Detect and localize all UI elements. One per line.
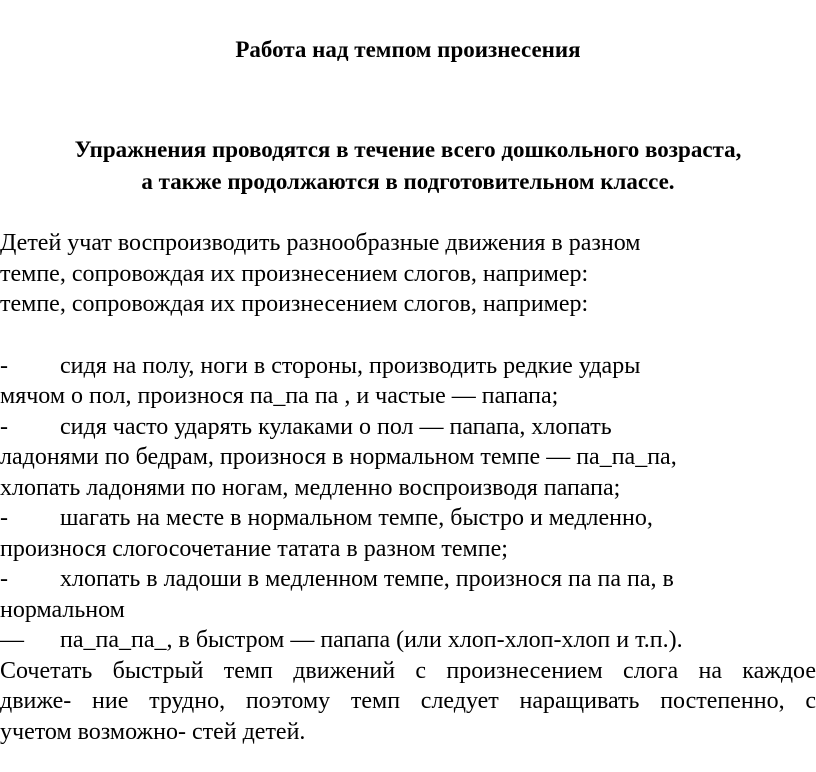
subtitle [0, 134, 816, 198]
list-item-1-text: сидя на полу, ноги в стороны, производить редкие удары [60, 352, 641, 379]
list-item-2-cont-2: хлопать ладонями по ногам, медленно воспроизводя папапа; [0, 474, 621, 501]
list-item-5 [0, 625, 816, 656]
list-marker: - [0, 352, 8, 379]
list-item-5-text: па_па_па_, в быстром — папапа (или хлоп-хлоп-хлоп и т.п.). [60, 627, 683, 653]
list-marker: - [0, 505, 8, 531]
closing-line-3: учетом возможно- стей детей. [0, 718, 306, 745]
list-item-1 [0, 351, 816, 382]
subtitle-line-1: Упражнения проводятся в течение всего дошкольного возраста, [74, 137, 742, 162]
list-marker: — [0, 627, 24, 653]
closing-line-2: движе- ние трудно, поэтому темп следует наращивать постепенно, с [0, 688, 816, 714]
list-item-2 [0, 412, 816, 443]
intro-line-2: темпе, сопровождая их произнесением слогов, например: [0, 260, 589, 287]
list-marker: - [0, 413, 8, 440]
body-text [0, 228, 816, 747]
subtitle-line-2: а также продолжаются в подготовительном классе. [141, 169, 675, 194]
list-item-2-cont-1: ладонями по бедрам, произнося в нормальном темпе — па_па_па, [0, 444, 677, 470]
list-item-4 [0, 564, 816, 595]
blank-line [0, 320, 816, 351]
list-item-4-cont-1: нормальном [0, 596, 125, 623]
closing-line-1: Сочетать быстрый темп движений с произнесением слога на каждое [0, 657, 816, 684]
intro-line-1: Детей учат воспроизводить разнообразные движения в разном [0, 230, 641, 256]
list-item-1-cont-1: мячом о пол, произнося па_па па , и частые — папапа; [0, 383, 559, 409]
list-item-3-cont-1: произнося слогосочетание татата в разном темпе; [0, 535, 508, 562]
list-item-4-text: хлопать в ладоши в медленном темпе, произнося па па па, в [60, 566, 674, 592]
list-item-3 [0, 503, 816, 534]
list-item-3-text: шагать на месте в нормальном темпе, быстро и медленно, [60, 505, 653, 531]
list-marker: - [0, 566, 8, 592]
page-title: Работа над темпом произнесения [235, 37, 581, 62]
intro-line-3: темпе, сопровождая их произнесением слогов, например: [0, 291, 589, 317]
list-item-2-text: сидя часто ударять кулаками о пол — папапа, хлопать [60, 413, 612, 440]
